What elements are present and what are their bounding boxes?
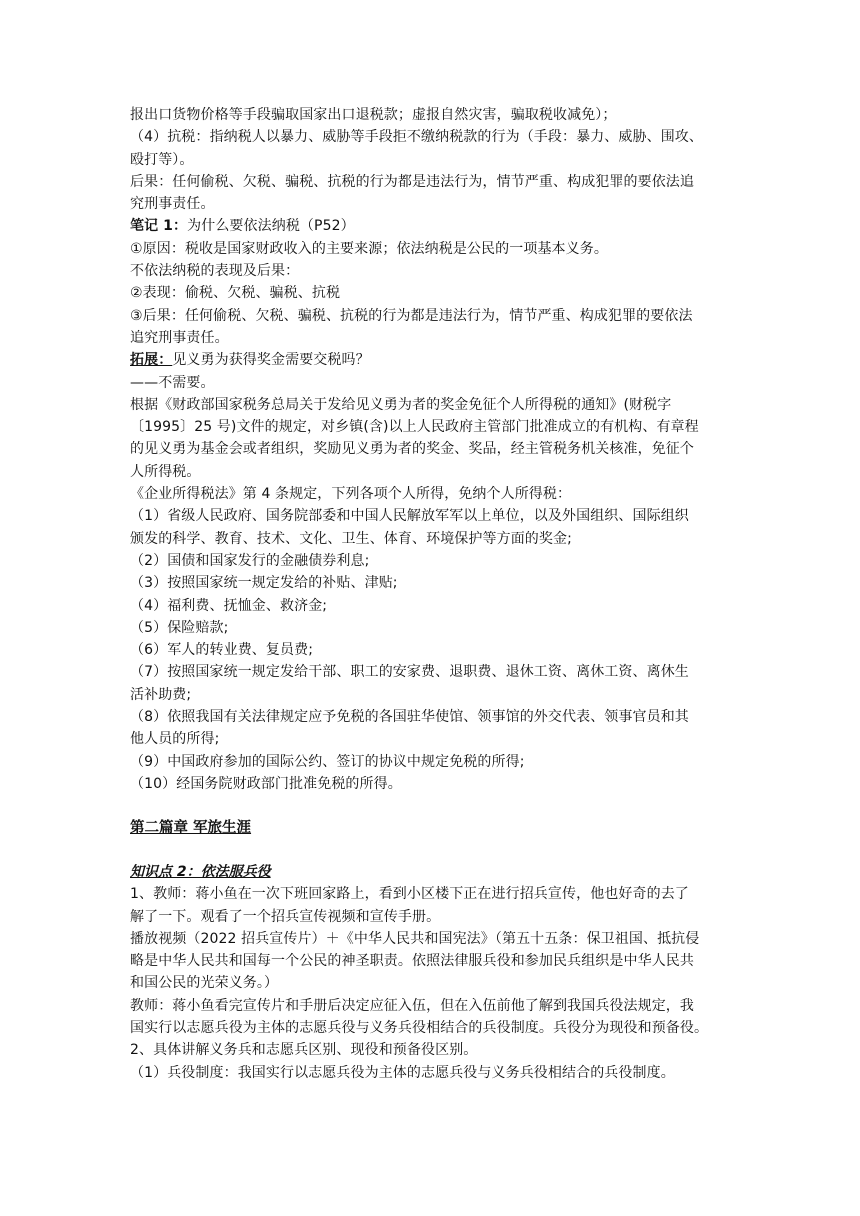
note-1-line xyxy=(130,215,742,237)
text-line: （1）兵役制度：我国实行以志愿兵役为主体的志愿兵役与义务兵役相结合的兵役制度。 xyxy=(130,1064,675,1081)
text-line: 略是中华人民共和国每一个公民的神圣职责。依照法律服兵役和参加民兵组织是中华人民共 xyxy=(130,953,694,970)
text-line: （2）国债和国家发行的金融债券利息; xyxy=(130,552,370,569)
extension-text: 见义勇为获得奖金需要交税吗？ xyxy=(172,352,370,369)
text-line: ②表现：偷税、欠税、骗税、抗税 xyxy=(130,285,341,302)
text-line: 解了一下。观看了一个招兵宣传视频和宣传手册。 xyxy=(130,908,441,925)
text-line: 殴打等）。 xyxy=(130,151,194,168)
text-line: ——不需要。 xyxy=(130,374,215,391)
document-body xyxy=(130,104,742,1084)
text-line: ③后果：任何偷税、欠税、骗税、抗税的行为都是违法行为，情节严重、构成犯罪的要依法 xyxy=(130,307,693,324)
text-line: 追究刑事责任。 xyxy=(130,329,229,346)
text-line: 他人员的所得; xyxy=(130,731,220,748)
text-line: 不依法纳税的表现及后果： xyxy=(130,263,300,280)
text-line: （4）福利费、抚恤金、救济金; xyxy=(130,597,328,614)
text-line: 报出口货物价格等手段骗取国家出口退税款；虚报自然灾害，骗取税收减免）； xyxy=(130,107,617,123)
text-line: 活补助费; xyxy=(130,686,192,703)
text-line: 究刑事责任。 xyxy=(130,196,215,213)
text-line: 《企业所得税法》第 4 条规定，下列各项个人所得，免纳个人所得税： xyxy=(130,486,572,503)
text-line: 根据《财政部国家税务总局关于发给见义勇为者的奖金免征个人所得税的通知》(财税字 xyxy=(130,396,672,413)
extension-label: 拓展： xyxy=(130,352,173,369)
chapter-heading: 第二篇章 军旅生涯 xyxy=(130,820,252,837)
text-line: （7）按照国家统一规定发给干部、职工的安家费、退职费、退休工资、离休工资、离休生 xyxy=(130,664,689,681)
text-line: 颁发的科学、教育、技术、文化、卫生、体育、环境保护等方面的奖金; xyxy=(130,530,572,547)
text-line: 和国公民的光荣义务。） xyxy=(130,975,279,992)
extension-line xyxy=(130,349,742,371)
text-line: （8）依照我国有关法律规定应予免税的各国驻华使馆、领事馆的外交代表、领事官员和其 xyxy=(130,709,689,726)
note-1-label: 笔记 1： xyxy=(130,218,188,235)
text-line: 教师：蒋小鱼看完宣传片和手册后决定应征入伍，但在入伍前他了解到我国兵役法规定，我 xyxy=(130,997,694,1014)
text-line: 2、具体讲解义务兵和志愿兵区别、现役和预备役区别。 xyxy=(130,1042,478,1059)
spacer xyxy=(130,795,742,817)
text-line: 的见义勇为基金会或者组织，奖励见义勇为者的奖金、奖品，经主管税务机关核准，免征个 xyxy=(130,441,694,458)
note-1-text: 为什么要依法纳税（P52） xyxy=(187,218,355,235)
text-line: （4）抗税：指纳税人以暴力、威胁等手段拒不缴纳税款的行为（手段：暴力、威胁、围攻、 xyxy=(130,129,704,146)
text-line: 1、教师：蒋小鱼在一次下班回家路上，看到小区楼下正在进行招兵宣传，他也好奇的去了 xyxy=(130,886,689,903)
text-line: ①原因：税收是国家财政收入的主要来源；依法纳税是公民的一项基本义务。 xyxy=(130,240,608,257)
text-line: （9）中国政府参加的国际公约、签订的协议中规定免税的所得; xyxy=(130,753,525,770)
text-line: （10）经国务院财政部门批准免税的所得。 xyxy=(130,775,402,792)
text-line: （3）按照国家统一规定发给的补贴、津贴; xyxy=(130,575,398,592)
text-line: 国实行以志愿兵役为主体的志愿兵役与义务兵役相结合的兵役制度。兵役分为现役和预备役。 xyxy=(130,1019,709,1036)
text-line: 播放视频（2022 招兵宣传片）＋《中华人民共和国宪法》（第五十五条：保卫祖国、抵抗侵 xyxy=(130,930,700,947)
spacer xyxy=(130,839,742,861)
text-line: 人所得税。 xyxy=(130,463,201,480)
text-line: （6）军人的转业费、复员费; xyxy=(130,642,314,659)
knowledge-point-heading: 知识点 2：依法服兵役 xyxy=(130,864,271,881)
text-line: （1）省级人民政府、国务院部委和中国人民解放军军以上单位，以及外国组织、国际组织 xyxy=(130,508,689,525)
text-line: 〔1995〕25 号)文件的规定，对乡镇(含)以上人民政府主管部门批准成立的有机构、有章程 xyxy=(130,419,699,436)
text-line: （5）保险赔款; xyxy=(130,619,229,636)
text-line: 后果：任何偷税、欠税、骗税、抗税的行为都是违法行为，情节严重、构成犯罪的要依法追 xyxy=(130,173,694,190)
